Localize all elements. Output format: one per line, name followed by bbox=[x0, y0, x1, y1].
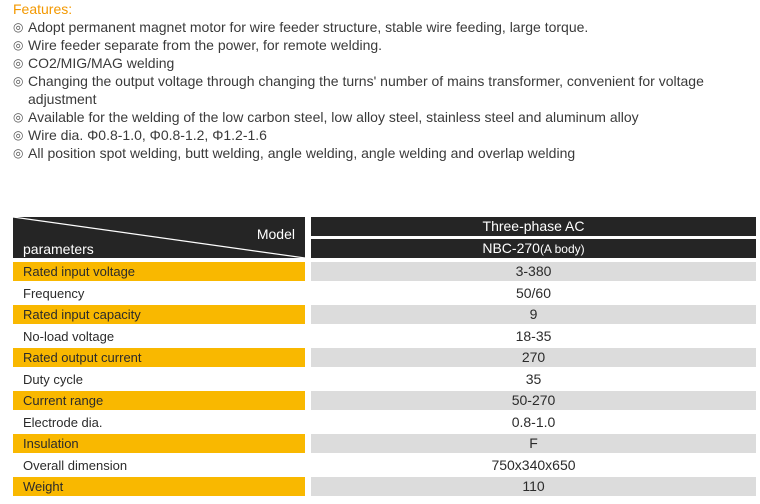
header-model-name-cell bbox=[311, 239, 756, 258]
bullet-icon: ◎ bbox=[13, 128, 24, 142]
header-model-name: NBC-270 bbox=[482, 240, 540, 256]
table-body bbox=[13, 261, 756, 498]
table-row bbox=[13, 283, 756, 305]
param-name: Rated input voltage bbox=[13, 262, 305, 281]
param-name: Electrode dia. bbox=[23, 414, 103, 430]
features-section bbox=[13, 0, 753, 162]
table-row bbox=[13, 412, 756, 434]
feature-list bbox=[13, 18, 753, 162]
param-value: 110 bbox=[311, 477, 756, 496]
param-name: Rated input capacity bbox=[13, 305, 305, 324]
feature-item bbox=[13, 72, 753, 108]
spec-table bbox=[13, 217, 756, 494]
param-value: 0.8-1.0 bbox=[511, 413, 556, 430]
param-value: 35 bbox=[525, 370, 542, 387]
table-row bbox=[13, 326, 756, 348]
table-row bbox=[13, 455, 756, 477]
table-header bbox=[13, 217, 756, 258]
header-corner-cell bbox=[13, 217, 305, 258]
table-row bbox=[13, 369, 756, 391]
param-name: Rated output current bbox=[13, 348, 305, 367]
feature-text: All position spot welding, butt welding, angle welding, angle welding and overlap welding bbox=[28, 145, 576, 161]
feature-item bbox=[13, 126, 753, 144]
table-row bbox=[13, 476, 756, 498]
bullet-icon: ◎ bbox=[13, 20, 24, 34]
param-name: Overall dimension bbox=[23, 457, 128, 473]
feature-item bbox=[13, 54, 753, 72]
header-model-sub: (A body) bbox=[539, 242, 585, 256]
header-model-column bbox=[311, 217, 756, 258]
feature-text: Wire feeder separate from the power, for remote welding. bbox=[28, 37, 383, 53]
bullet-icon: ◎ bbox=[13, 74, 24, 88]
feature-text: Available for the welding of the low carbon steel, low alloy steel, stainless steel and aluminum alloy bbox=[28, 109, 639, 125]
feature-text: Changing the output voltage through changing the turns' number of mains transformer, convenient for voltage adjustment bbox=[28, 73, 704, 107]
param-name: Insulation bbox=[13, 434, 305, 453]
param-name: Current range bbox=[13, 391, 305, 410]
param-name: Weight bbox=[13, 477, 305, 496]
feature-item bbox=[13, 36, 753, 54]
bullet-icon: ◎ bbox=[13, 56, 24, 70]
param-value: 270 bbox=[311, 348, 756, 367]
param-name: Duty cycle bbox=[23, 371, 83, 387]
param-value: 9 bbox=[311, 305, 756, 324]
features-title: Features: bbox=[13, 1, 73, 17]
header-parameters-label: parameters bbox=[23, 241, 94, 257]
feature-item bbox=[13, 108, 753, 126]
feature-item bbox=[13, 144, 753, 162]
bullet-icon: ◎ bbox=[13, 110, 24, 124]
feature-item bbox=[13, 18, 753, 36]
header-model-label: Model bbox=[256, 226, 295, 242]
feature-text: Wire dia. Φ0.8-1.0, Φ0.8-1.2, Φ1.2-1.6 bbox=[28, 127, 267, 143]
table-row bbox=[13, 304, 756, 326]
feature-text: Adopt permanent magnet motor for wire feeder structure, stable wire feeding, large torque. bbox=[28, 19, 589, 35]
param-value: 3-380 bbox=[311, 262, 756, 281]
param-value: 18-35 bbox=[515, 327, 552, 344]
header-power-type: Three-phase AC bbox=[311, 217, 756, 236]
table-row bbox=[13, 347, 756, 369]
bullet-icon: ◎ bbox=[13, 38, 24, 52]
param-value: F bbox=[311, 434, 756, 453]
feature-text: CO2/MIG/MAG welding bbox=[28, 55, 175, 71]
table-row bbox=[13, 261, 756, 283]
param-name: No-load voltage bbox=[23, 328, 115, 344]
param-value: 750x340x650 bbox=[491, 456, 576, 473]
table-row bbox=[13, 433, 756, 455]
table-row bbox=[13, 390, 756, 412]
param-value: 50/60 bbox=[515, 284, 552, 301]
bullet-icon: ◎ bbox=[13, 146, 24, 160]
param-name: Frequency bbox=[23, 285, 85, 301]
param-value: 50-270 bbox=[311, 391, 756, 410]
